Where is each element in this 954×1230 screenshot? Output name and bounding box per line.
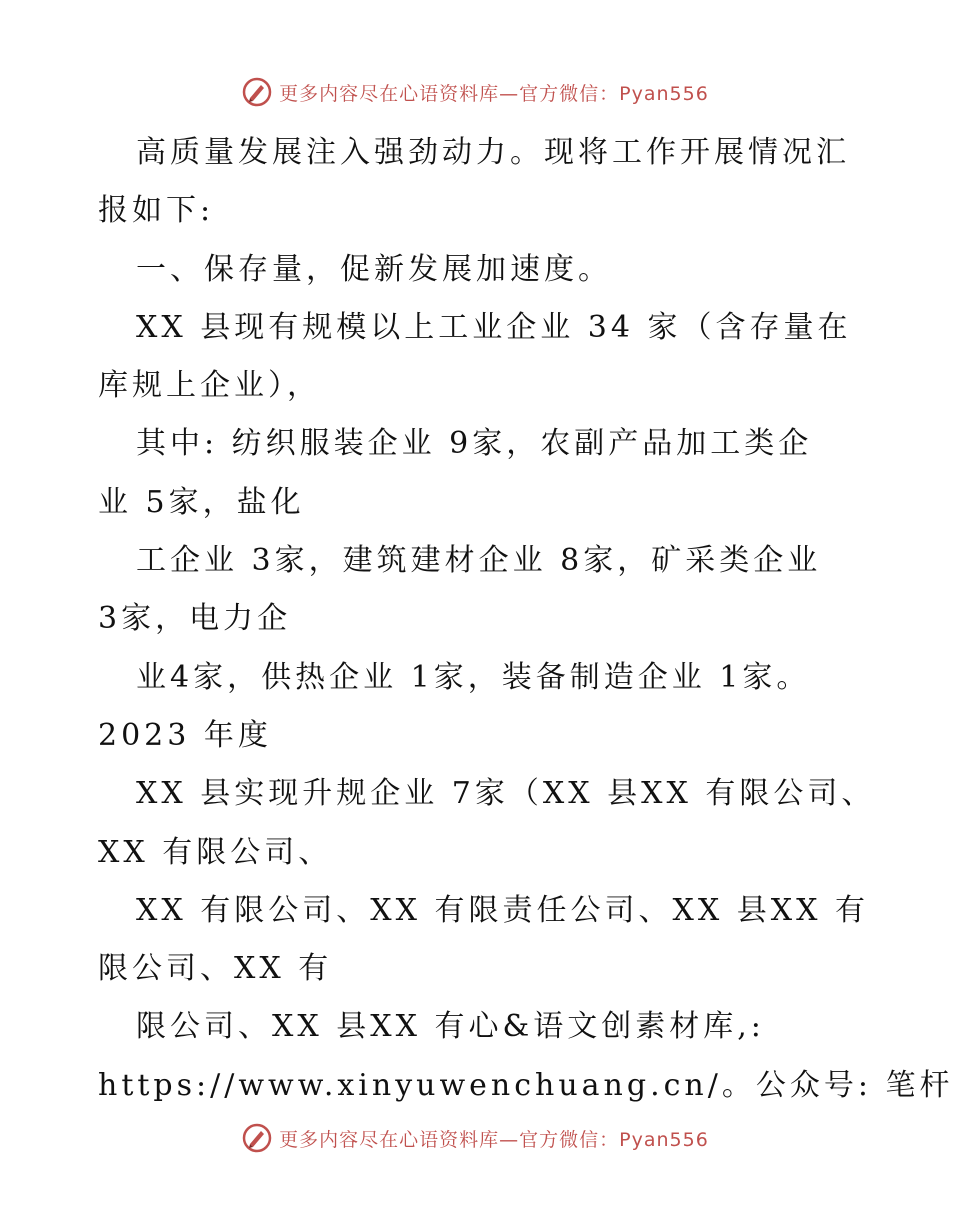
text-line: 3家，电力企 [98,601,292,637]
text-line: XX 有限公司、 [98,834,333,870]
text-line: 2023 年度 [98,717,272,753]
text-line: 库规上企业）， [98,368,321,404]
text-line: https://www.xinyuwenchuang.cn/。公众号: 笔杆 [98,1067,954,1103]
text-line: 一、保存量，促新发展加速度。 [136,251,612,287]
text-line: XX 县实现升规企业 7家（XX 县XX 有限公司、 [136,776,876,812]
text-line: XX 有限公司、XX 有限责任公司、XX 县XX 有 [136,892,870,928]
header-watermark-banner [0,72,950,112]
text-line: 业4家，供热企业 1家，装备制造企业 1家。 [136,659,811,695]
text-line: 业 5家，盐化 [98,484,305,520]
footer-watermark-text: 更多内容尽在心语资料库—官方微信：Pyan556 [279,1128,709,1151]
text-line: 高质量发展注入强劲动力。现将工作开展情况汇 [136,135,850,170]
footer-watermark-banner [0,1118,950,1158]
pen-logo-icon [241,1122,273,1154]
text-line: XX 县现有规模以上工业企业 34 家（含存量在 [136,309,852,345]
text-line: 工企业 3家，建筑建材企业 8家，矿采类企业 [136,543,822,579]
header-watermark-text: 更多内容尽在心语资料库—官方微信：Pyan556 [279,82,709,105]
document-body [98,124,954,1115]
text-line: 限公司、XX 有 [98,951,333,987]
text-line: 报如下: [98,193,215,229]
text-line: 其中: 纺织服装企业 9家，农副产品加工类企 [136,426,813,462]
text-line: 限公司、XX 县XX 有心&语文创素材库,: [136,1009,765,1045]
pen-logo-icon [241,76,273,108]
